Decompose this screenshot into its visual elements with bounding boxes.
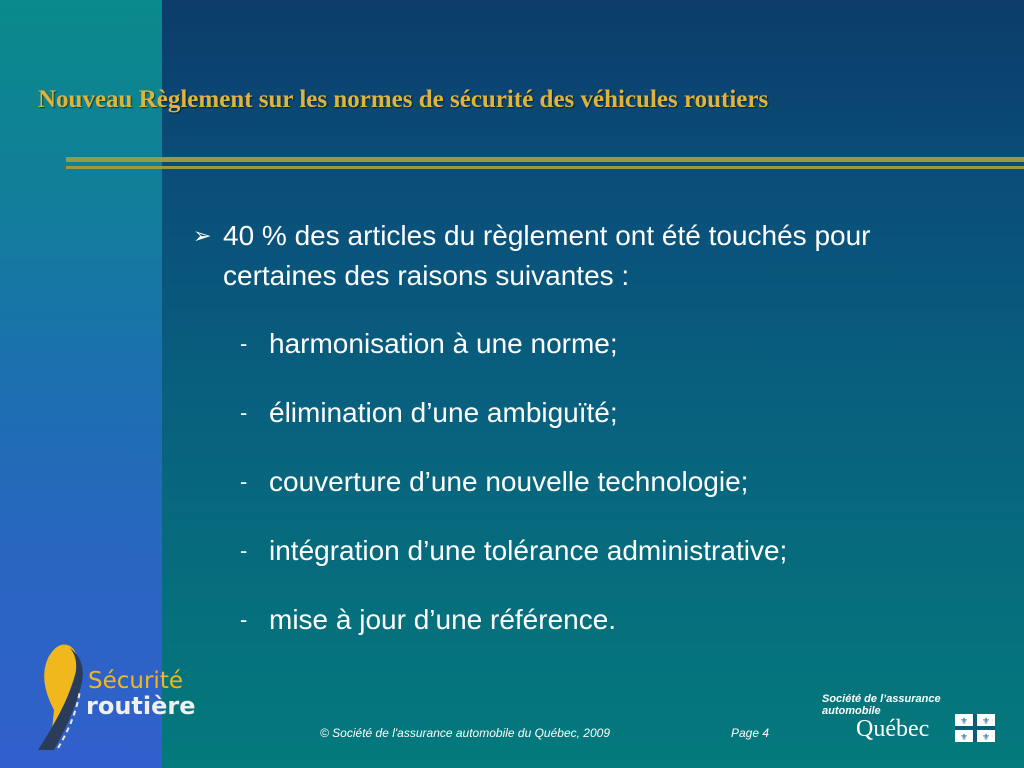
sub-item-text: élimination d’une ambiguïté; — [269, 397, 618, 428]
title-rule-thick — [66, 157, 1024, 162]
arrow-bullet-icon: ➢ — [193, 223, 212, 248]
quebec-flag-icon — [955, 714, 995, 742]
logo-securite-text: Sécurité — [88, 668, 183, 694]
page-number: Page 4 — [731, 726, 770, 740]
sub-item-text: harmonisation à une norme; — [269, 328, 618, 359]
sub-item-text: intégration d’une tolérance administrative; — [269, 535, 788, 566]
saaq-name-line2: automobile — [822, 705, 881, 717]
sub-item-couverture — [240, 462, 1000, 502]
svg-text:⚜: ⚜ — [959, 733, 969, 742]
sub-item-integration — [240, 531, 1000, 571]
logo-routiere-text: routière — [86, 692, 196, 720]
dash-bullet: - — [240, 331, 248, 356]
dash-bullet: - — [240, 607, 248, 632]
main-bullet-text: 40 % des articles du règlement ont été touchés pour certaines des raisons suivantes : — [223, 220, 871, 291]
sub-item-text: mise à jour d’une référence. — [269, 604, 617, 635]
sub-item-mise-a-jour — [240, 600, 1000, 640]
dash-bullet: - — [240, 469, 248, 494]
quebec-wordmark: Québec — [856, 716, 930, 742]
svg-text:⚜: ⚜ — [981, 733, 991, 742]
dash-bullet: - — [240, 538, 248, 563]
svg-text:⚜: ⚜ — [981, 717, 991, 727]
dash-bullet: - — [240, 400, 248, 425]
sub-item-text: couverture d’une nouvelle technologie; — [269, 466, 749, 497]
saaq-name-line1: Société de l’assurance — [822, 693, 941, 705]
footer-copyright: © Société de l'assurance automobile du Québec, 2009 — [320, 726, 610, 740]
svg-text:⚜: ⚜ — [959, 717, 969, 727]
title-rule-thin — [66, 166, 1024, 169]
sub-item-harmonisation — [240, 324, 1000, 364]
sub-item-elimination — [240, 393, 1000, 433]
slide-title: Nouveau Règlement sur les normes de sécurité des véhicules routiers — [38, 86, 769, 113]
